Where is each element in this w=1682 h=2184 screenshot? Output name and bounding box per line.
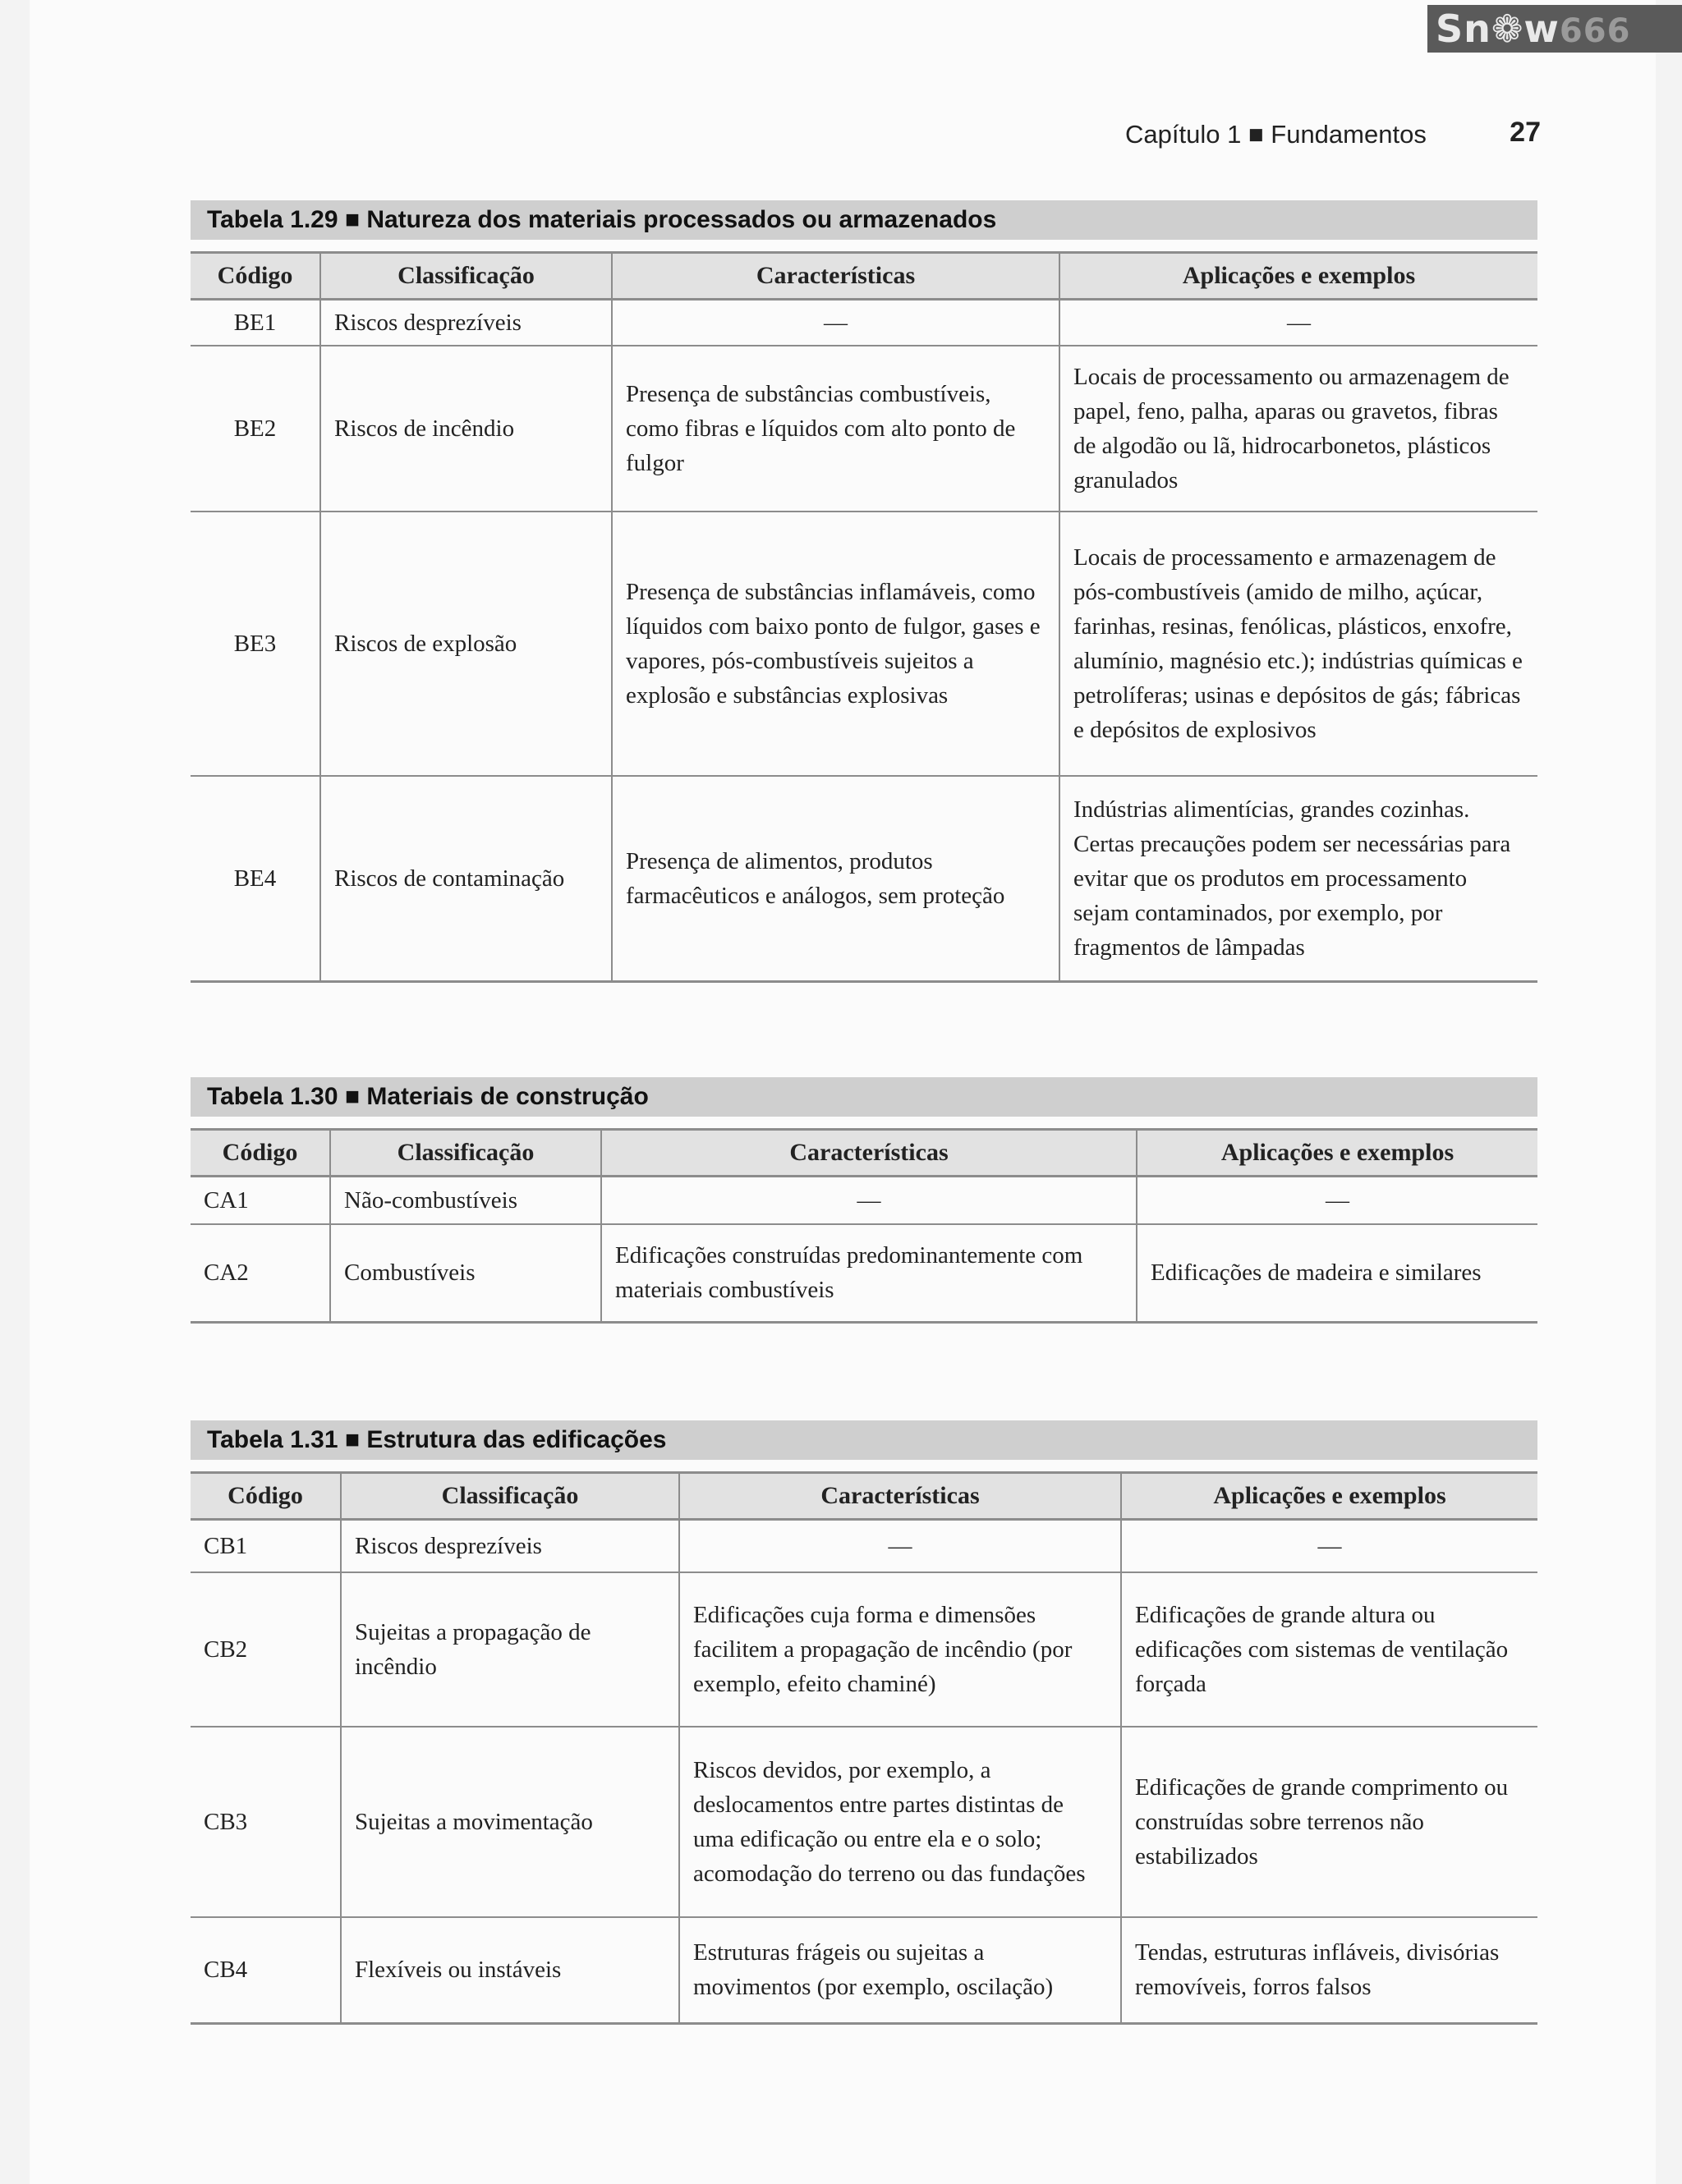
table-1-29 bbox=[191, 200, 1537, 983]
cell-classification: Riscos de incêndio bbox=[320, 346, 612, 512]
column-header: Características bbox=[612, 253, 1059, 300]
cell-applications: Tendas, estruturas infláveis, divisórias removíveis, forros falsos bbox=[1121, 1917, 1537, 2024]
data-table bbox=[191, 251, 1537, 983]
column-header: Aplicações e exemplos bbox=[1137, 1130, 1537, 1177]
table-row bbox=[191, 776, 1537, 981]
column-header: Características bbox=[679, 1473, 1121, 1520]
cell-code: CB3 bbox=[191, 1727, 341, 1917]
cell-classification: Não-combustíveis bbox=[330, 1177, 601, 1224]
cell-characteristics: Edificações construídas predominantemente com materiais combustíveis bbox=[601, 1224, 1137, 1323]
cell-classification: Flexíveis ou instáveis bbox=[341, 1917, 679, 2024]
data-table bbox=[191, 1128, 1537, 1324]
cell-code: BE4 bbox=[191, 776, 320, 981]
cell-characteristics: — bbox=[612, 300, 1059, 346]
running-header bbox=[1125, 117, 1541, 153]
table-row bbox=[191, 1177, 1537, 1224]
column-header: Código bbox=[191, 1130, 330, 1177]
cell-applications: Locais de processamento e armazenagem de pós-combustíveis (amido de milho, açúcar, farinhas, resinas, fenólicas, plásticos, enxofre, alumínio, magnésio etc.); indústrias químicas e petrolíferas; usinas e depósitos de gás; fábricas e depósitos de explosivos bbox=[1059, 512, 1537, 776]
cell-characteristics: Presença de substâncias inflamáveis, como líquidos com baixo ponto de fulgor, gases e vapores, pós-combustíveis sujeitos a explosão e substâncias explosivas bbox=[612, 512, 1059, 776]
cell-classification: Sujeitas a propagação de incêndio bbox=[341, 1572, 679, 1727]
table-1-30 bbox=[191, 1077, 1537, 1324]
cell-classification: Riscos desprezíveis bbox=[341, 1520, 679, 1572]
watermark-text: Sn❁w bbox=[1436, 7, 1560, 51]
cell-code: CA1 bbox=[191, 1177, 330, 1224]
cell-classification: Riscos de contaminação bbox=[320, 776, 612, 981]
cell-applications: Edificações de grande altura ou edificações com sistemas de ventilação forçada bbox=[1121, 1572, 1537, 1727]
column-header: Classificação bbox=[330, 1130, 601, 1177]
table-row bbox=[191, 346, 1537, 512]
table-row bbox=[191, 300, 1537, 346]
watermark-logo bbox=[1427, 5, 1682, 53]
table-row bbox=[191, 1917, 1537, 2024]
column-header: Aplicações e exemplos bbox=[1059, 253, 1537, 300]
table-row bbox=[191, 512, 1537, 776]
cell-applications: — bbox=[1059, 300, 1537, 346]
header-row bbox=[191, 253, 1537, 300]
cell-code: CB2 bbox=[191, 1572, 341, 1727]
table-caption: Tabela 1.31 ■ Estrutura das edificações bbox=[191, 1420, 1537, 1460]
cell-code: BE2 bbox=[191, 346, 320, 512]
cell-characteristics: Riscos devidos, por exemplo, a deslocamentos entre partes distintas de uma edificação ou entre ela e o solo; acomodação do terreno ou das fundações bbox=[679, 1727, 1121, 1917]
cell-applications: Indústrias alimentícias, grandes cozinhas. Certas precauções podem ser necessárias para evitar que os produtos em processamento sejam contaminados, por exemplo, por fragmentos de lâmpadas bbox=[1059, 776, 1537, 981]
table-row bbox=[191, 1572, 1537, 1727]
cell-code: BE3 bbox=[191, 512, 320, 776]
cell-classification: Riscos desprezíveis bbox=[320, 300, 612, 346]
cell-code: BE1 bbox=[191, 300, 320, 346]
column-header: Aplicações e exemplos bbox=[1121, 1473, 1537, 1520]
column-header: Código bbox=[191, 1473, 341, 1520]
header-row bbox=[191, 1473, 1537, 1520]
cell-characteristics: Presença de alimentos, produtos farmacêuticos e análogos, sem proteção bbox=[612, 776, 1059, 981]
cell-applications: — bbox=[1121, 1520, 1537, 1572]
cell-applications: Locais de processamento ou armazenagem de papel, feno, palha, aparas ou gravetos, fibras de algodão ou lã, hidrocarbonetos, plásticos granulados bbox=[1059, 346, 1537, 512]
cell-characteristics: Presença de substâncias combustíveis, como fibras e líquidos com alto ponto de fulgor bbox=[612, 346, 1059, 512]
table-row bbox=[191, 1520, 1537, 1572]
cell-characteristics: — bbox=[601, 1177, 1137, 1224]
header-row bbox=[191, 1130, 1537, 1177]
cell-code: CA2 bbox=[191, 1224, 330, 1323]
column-header: Características bbox=[601, 1130, 1137, 1177]
cell-characteristics: — bbox=[679, 1520, 1121, 1572]
cell-code: CB1 bbox=[191, 1520, 341, 1572]
table-row bbox=[191, 1727, 1537, 1917]
table-1-31 bbox=[191, 1420, 1537, 2025]
watermark-suffix: 666 bbox=[1559, 12, 1631, 50]
column-header: Classificação bbox=[320, 253, 612, 300]
chapter-title: Capítulo 1 ■ Fundamentos bbox=[1125, 120, 1427, 149]
page-number: 27 bbox=[1510, 117, 1541, 148]
cell-characteristics: Edificações cuja forma e dimensões facilitem a propagação de incêndio (por exemplo, efeito chaminé) bbox=[679, 1572, 1121, 1727]
column-header: Classificação bbox=[341, 1473, 679, 1520]
data-table bbox=[191, 1471, 1537, 2025]
cell-classification: Sujeitas a movimentação bbox=[341, 1727, 679, 1917]
table-caption: Tabela 1.29 ■ Natureza dos materiais processados ou armazenados bbox=[191, 200, 1537, 240]
table-caption: Tabela 1.30 ■ Materiais de construção bbox=[191, 1077, 1537, 1117]
cell-classification: Riscos de explosão bbox=[320, 512, 612, 776]
cell-classification: Combustíveis bbox=[330, 1224, 601, 1323]
cell-applications: Edificações de grande comprimento ou construídas sobre terrenos não estabilizados bbox=[1121, 1727, 1537, 1917]
cell-characteristics: Estruturas frágeis ou sujeitas a movimentos (por exemplo, oscilação) bbox=[679, 1917, 1121, 2024]
cell-code: CB4 bbox=[191, 1917, 341, 2024]
table-row bbox=[191, 1224, 1537, 1323]
column-header: Código bbox=[191, 253, 320, 300]
cell-applications: Edificações de madeira e similares bbox=[1137, 1224, 1537, 1323]
cell-applications: — bbox=[1137, 1177, 1537, 1224]
